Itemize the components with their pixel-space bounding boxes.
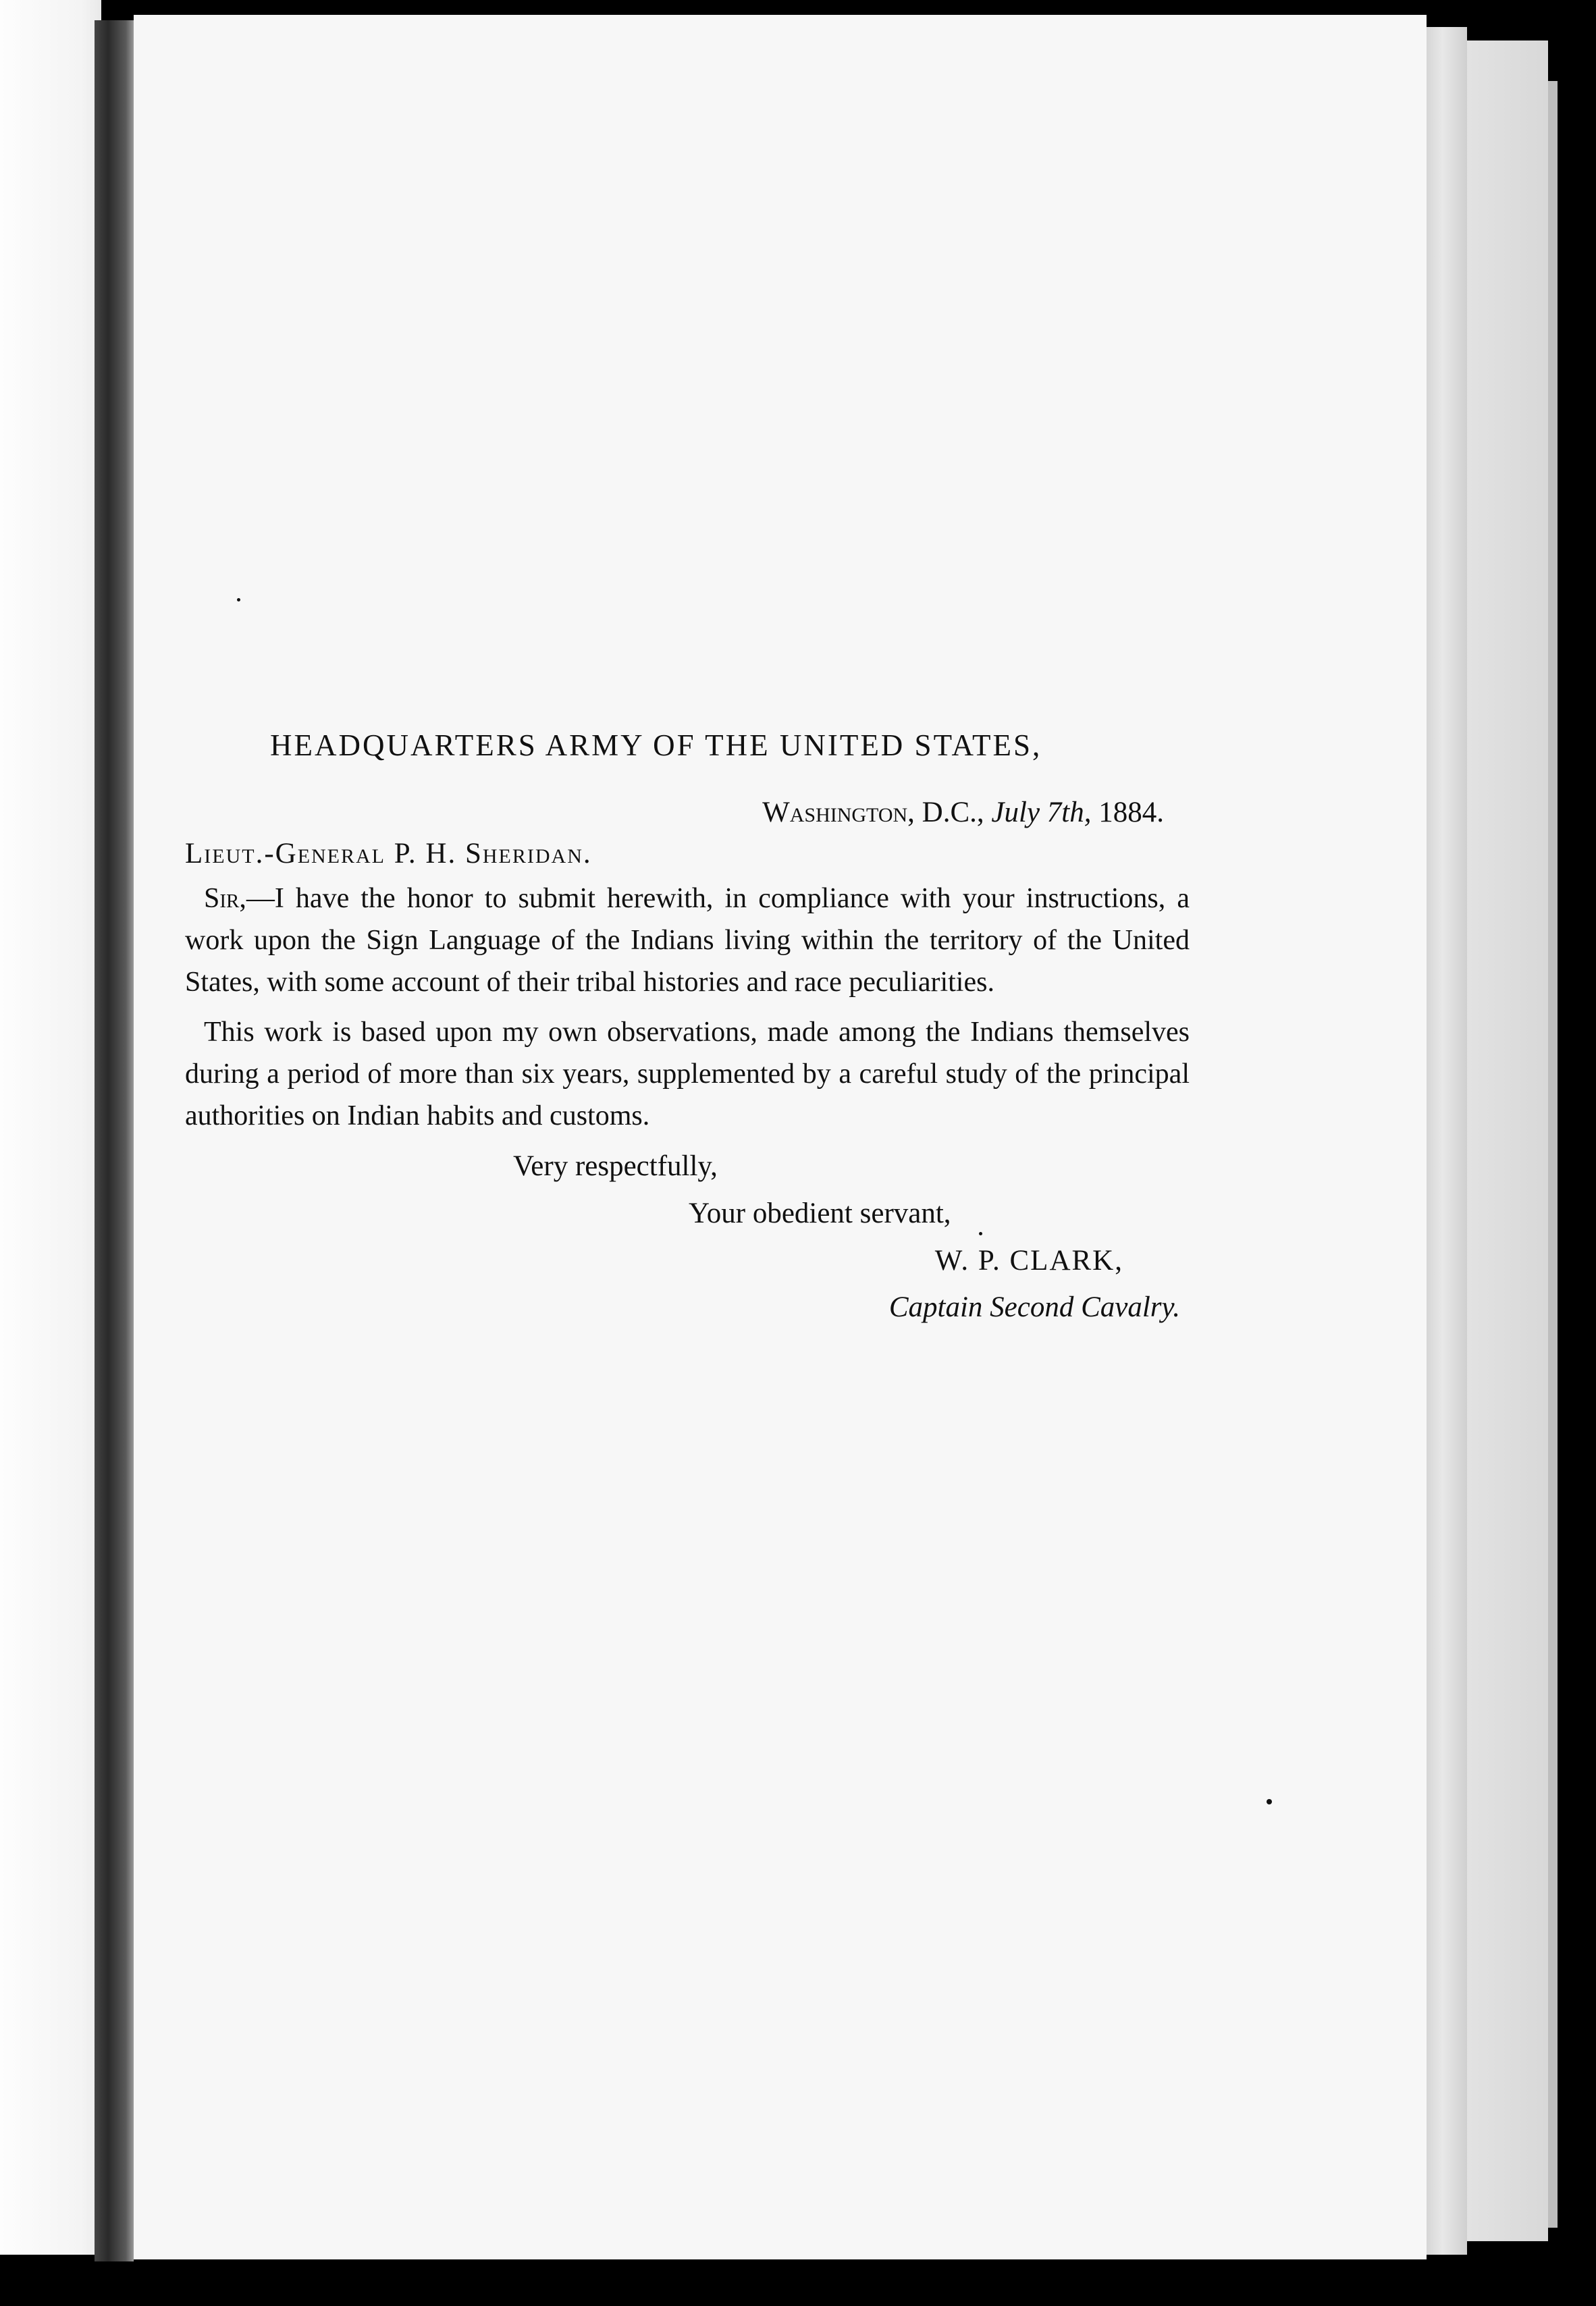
page-stack-edge xyxy=(1467,41,1548,2241)
letter-signature-rank: Captain Second Cavalry. xyxy=(888,1291,1180,1324)
letter-date: July 7th, xyxy=(991,796,1092,828)
left-page-fragment xyxy=(0,0,101,2255)
letter-place: Washington, D.C., xyxy=(762,796,984,828)
ink-speck xyxy=(237,598,240,601)
letter-paragraph-2: This work is based upon my own observations, made among the Indians themselves during a period of more than six years, supplemented by a careful study of the principal authorities on Indian habits and customs. xyxy=(185,1017,1190,1132)
page-edge xyxy=(1427,27,1467,2255)
letter-year: 1884. xyxy=(1098,796,1164,828)
letter-closing: Very respectfully, xyxy=(513,1150,718,1183)
book-spine-shadow xyxy=(95,20,134,2261)
letter-signature-name: W. P. CLARK, xyxy=(934,1244,1123,1277)
letter-addressee: Lieut.-General P. H. Sheridan. xyxy=(185,837,592,869)
letter-paragraph-1 xyxy=(185,878,1198,1003)
page-stack-edge-shadow xyxy=(1548,81,1558,2228)
ink-speck xyxy=(1267,1799,1272,1804)
letter-salutation: Sir,— xyxy=(204,883,275,915)
letter-place-date xyxy=(185,797,1198,828)
letter-body xyxy=(185,729,1198,1325)
letter-servant-line: Your obedient servant, xyxy=(689,1197,951,1229)
letter-paragraph-1-text: I have the honor to submit herewith, in compliance with your instructions, a work upon the Sign Language of the Indians living within the territory of the United States, with some account of their tribal histories and race peculiarities. xyxy=(185,883,1190,998)
letter-heading: HEADQUARTERS ARMY OF THE UNITED STATES, xyxy=(270,728,1042,762)
